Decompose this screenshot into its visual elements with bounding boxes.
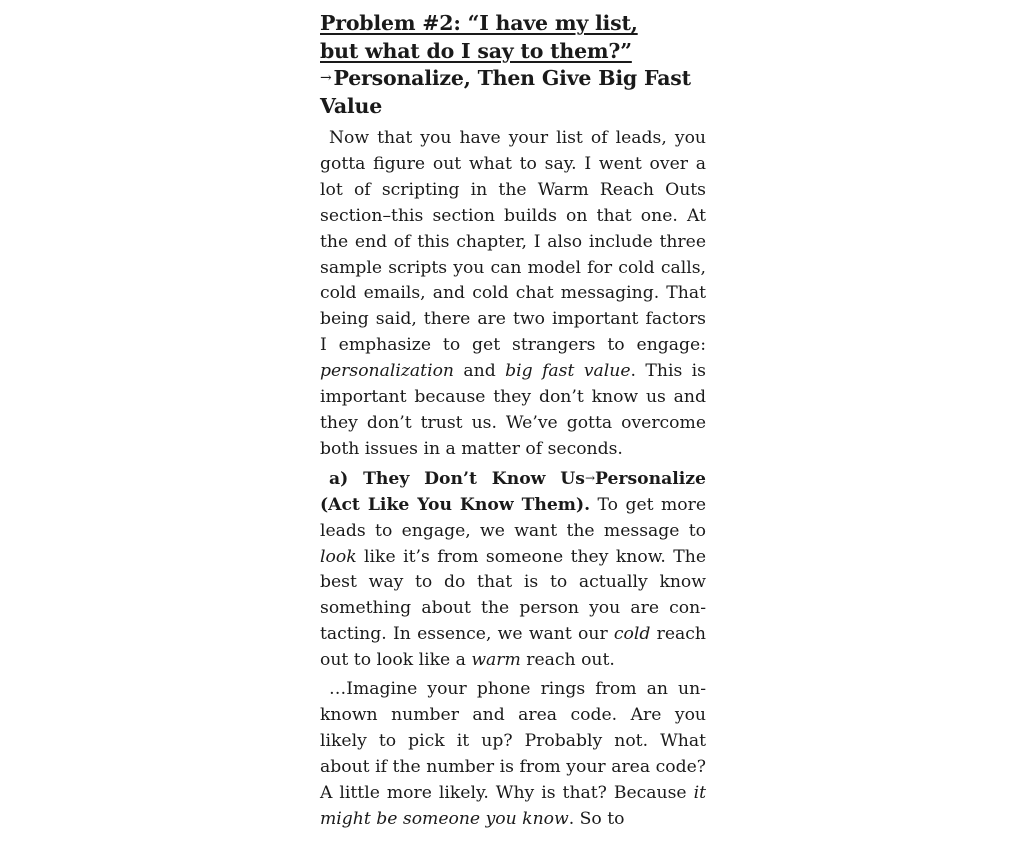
heading-subtitle: Personalize, Then Give Big Fast Value xyxy=(320,66,691,118)
body-paragraph-1 xyxy=(320,126,706,463)
paragraph-1-text-3: . This is important because they don’t know us and they don’t trust us. We’ve gotta overcome both issues in a matter of seconds. xyxy=(320,361,706,459)
paragraph-1-emphasis-personalization: personalization xyxy=(320,361,454,382)
paragraph-2-text-2: like it’s from someone they know. The best way to do that is to actually know something about the person you are contacting. In essence, we want our xyxy=(320,546,706,645)
paragraph-1-emphasis-big-fast-value: big fast value xyxy=(505,361,631,382)
paragraph-2-text-3: reach out to look like a xyxy=(320,624,706,671)
book-page xyxy=(320,10,706,832)
subsection-label: a) They Don’t Know Us xyxy=(329,468,585,489)
heading-line-1: Problem #2: “I have my list, xyxy=(320,11,638,35)
heading-line-2: but what do I say to them?” xyxy=(320,38,632,63)
body-paragraph-2 xyxy=(320,466,706,674)
paragraph-3-text-2: . So to xyxy=(568,808,625,829)
paragraph-2-emphasis-look: look xyxy=(320,546,357,567)
paragraph-1-text-2: and xyxy=(454,361,506,382)
paragraph-2-emphasis-cold: cold xyxy=(613,624,651,645)
subsection-title: Personalize (Act Like You Know Them). xyxy=(320,468,706,515)
section-heading xyxy=(320,10,706,120)
paragraph-1-text-1: Now that you have your list of leads, you gotta figure out what to say. I went over a lot of scripting in the Warm Reach Outs section–this section builds on that one. At the end of this chapter, I also include three sample scripts you can model for cold calls, cold emails, and cold chat messaging. That being said, there are two important factors I emphasize to get strangers to engage: xyxy=(320,128,706,356)
paragraph-2-text-1: To get more leads to engage, we want the message to xyxy=(320,494,707,541)
arrow-right-icon: → xyxy=(320,70,332,86)
paragraph-3-emphasis-someone-you-know: it might be someone you know xyxy=(320,782,706,829)
paragraph-3-text-1: …Imagine your phone rings from an unknown number and area code. Are you likely to pick it up? Probably not. What about if the number is from your area code? A little more likely. Why is that? Because xyxy=(320,679,706,803)
paragraph-2-text-4: reach out. xyxy=(520,650,615,671)
body-paragraph-3 xyxy=(320,677,706,832)
paragraph-2-emphasis-warm: warm xyxy=(471,650,521,671)
arrow-right-icon: → xyxy=(584,470,596,485)
